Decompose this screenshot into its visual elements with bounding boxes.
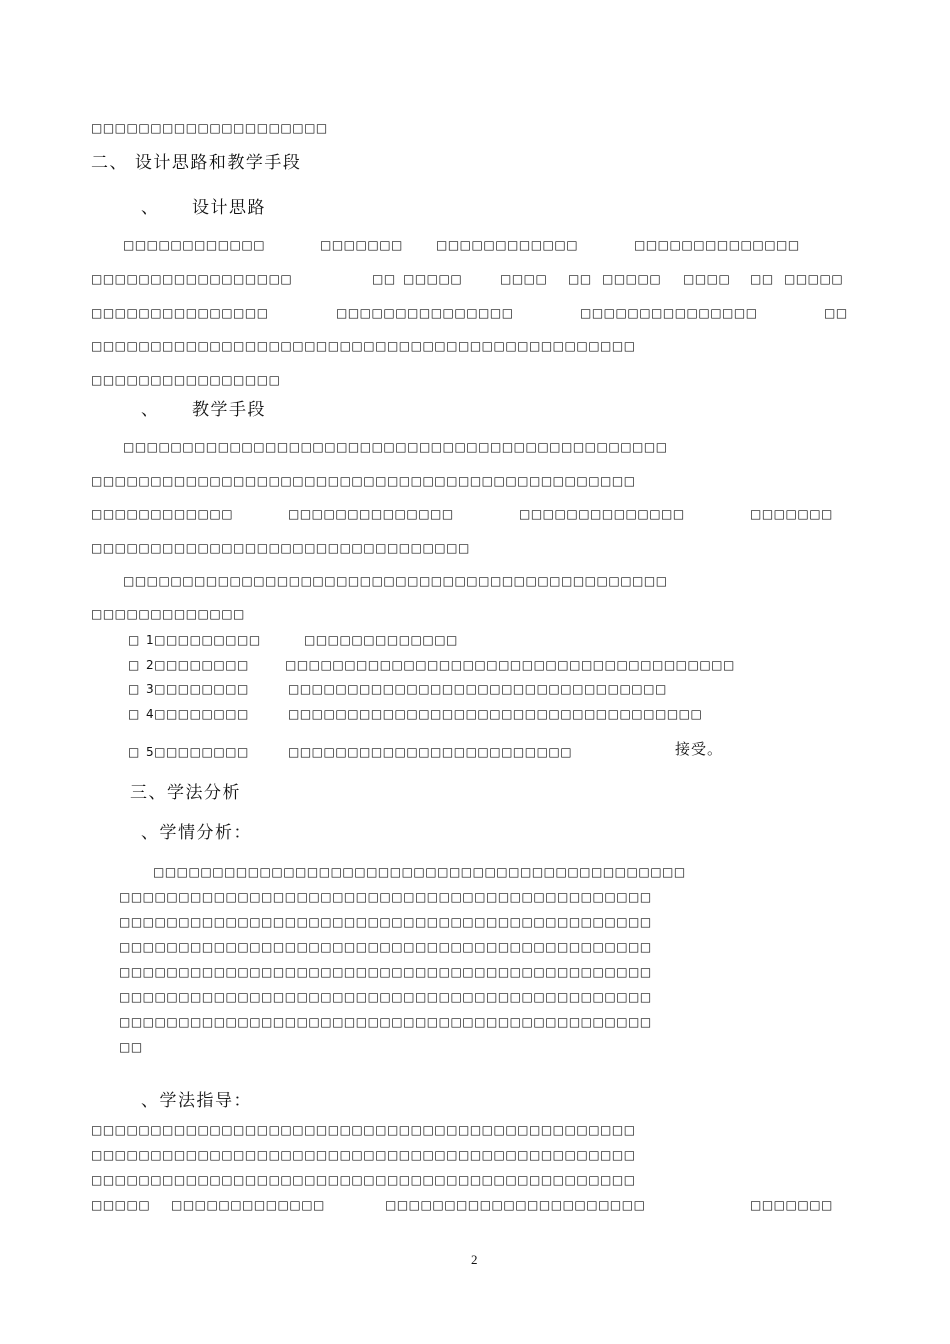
- list-bullet: □: [128, 682, 140, 696]
- means-line-2: □□□□□□□□□□□□□□□□□□□□□□□□□□□□□□□□□□□□□□□□□□□□□□: [91, 474, 636, 488]
- design-line-2h: □□: [750, 272, 774, 286]
- learner-line-7: □□□□□□□□□□□□□□□□□□□□□□□□□□□□□□□□□□□□□□□□□□□□□: [119, 1015, 652, 1029]
- list-text: □□□□□□□□□□□□□: [304, 633, 458, 647]
- guide-line-4a: □□□□□: [91, 1198, 151, 1212]
- list-text-end: 接受。: [675, 740, 724, 758]
- list-bullet: □: [128, 633, 140, 647]
- means-line-4: □□□□□□□□□□□□□□□□□□□□□□□□□□□□□□□□: [91, 541, 470, 555]
- design-line-3a: □□□□□□□□□□□□□□□: [91, 306, 269, 320]
- design-line-3b: □□□□□□□□□□□□□□□: [336, 306, 514, 320]
- design-line-2f: □□□□□: [602, 272, 662, 286]
- guide-line-4b: □□□□□□□□□□□□□: [171, 1198, 325, 1212]
- guide-line-2: □□□□□□□□□□□□□□□□□□□□□□□□□□□□□□□□□□□□□□□□□□□□□□: [91, 1148, 636, 1162]
- list-bullet: □: [128, 745, 140, 759]
- design-line-2d: □□□□: [500, 272, 548, 286]
- list-text: □□□□□□□□□□□□□□□□□□□□□□□□□□□□□□□□□□□: [288, 707, 703, 721]
- means-line-3d: □□□□□□□: [750, 507, 833, 521]
- design-line-1a: □□□□□□□□□□□□: [123, 238, 266, 252]
- list-bullet: □: [128, 658, 140, 672]
- learner-line-2: □□□□□□□□□□□□□□□□□□□□□□□□□□□□□□□□□□□□□□□□□□□□□: [119, 890, 652, 904]
- design-line-4: □□□□□□□□□□□□□□□□□□□□□□□□□□□□□□□□□□□□□□□□□□□□□□: [91, 339, 636, 353]
- learner-line-5: □□□□□□□□□□□□□□□□□□□□□□□□□□□□□□□□□□□□□□□□□□□□□: [119, 965, 652, 979]
- list-text: □□□□□□□□□□□□□□□□□□□□□□□□□□□□□□□□: [288, 682, 667, 696]
- subheading-marker: 、: [141, 400, 160, 420]
- guide-line-3: □□□□□□□□□□□□□□□□□□□□□□□□□□□□□□□□□□□□□□□□□□□□□□: [91, 1173, 636, 1187]
- list-text: □□□□□□□□□□□□□□□□□□□□□□□□□□□□□□□□□□□□□□: [285, 658, 735, 672]
- learner-line-4: □□□□□□□□□□□□□□□□□□□□□□□□□□□□□□□□□□□□□□□□□□□□□: [119, 940, 652, 954]
- section-heading-learning-analysis: 三、学法分析: [130, 783, 241, 803]
- list-number: 3□□□□□□□□: [146, 682, 249, 696]
- subheading-learner-analysis: 、学情分析：: [141, 823, 252, 843]
- means-line-3b: □□□□□□□□□□□□□□: [288, 507, 454, 521]
- design-line-2g: □□□□: [683, 272, 731, 286]
- guide-line-4d: □□□□□□□: [750, 1198, 833, 1212]
- subheading-teaching-means: 教学手段: [192, 400, 266, 420]
- guide-line-4c: □□□□□□□□□□□□□□□□□□□□□□: [385, 1198, 646, 1212]
- subheading-marker: 、: [141, 198, 160, 218]
- design-line-2c: □□□□□: [403, 272, 463, 286]
- list-number: 2□□□□□□□□: [146, 658, 249, 672]
- list-bullet: □: [128, 707, 140, 721]
- design-line-1d: □□□□□□□□□□□□□□: [634, 238, 800, 252]
- design-line-1c: □□□□□□□□□□□□: [436, 238, 579, 252]
- design-line-5: □□□□□□□□□□□□□□□□: [91, 373, 281, 387]
- design-line-1b: □□□□□□□: [320, 238, 403, 252]
- list-number: 4□□□□□□□□: [146, 707, 249, 721]
- design-line-2i: □□□□□: [784, 272, 844, 286]
- subheading-study-guidance: 、学法指导：: [141, 1091, 252, 1111]
- means-line-5: □□□□□□□□□□□□□□□□□□□□□□□□□□□□□□□□□□□□□□□□□□□□□□: [123, 574, 668, 588]
- design-line-2b: □□: [372, 272, 396, 286]
- section-heading-design-and-means: 二、 设计思路和教学手段: [91, 153, 302, 173]
- intro-line: □□□□□□□□□□□□□□□□□□□□: [91, 121, 328, 135]
- means-line-3a: □□□□□□□□□□□□: [91, 507, 234, 521]
- means-line-1: □□□□□□□□□□□□□□□□□□□□□□□□□□□□□□□□□□□□□□□□□□□□□□: [123, 440, 668, 454]
- guide-line-1: □□□□□□□□□□□□□□□□□□□□□□□□□□□□□□□□□□□□□□□□□□□□□□: [91, 1123, 636, 1137]
- list-text: □□□□□□□□□□□□□□□□□□□□□□□□: [288, 745, 573, 759]
- learner-line-3: □□□□□□□□□□□□□□□□□□□□□□□□□□□□□□□□□□□□□□□□□□□□□: [119, 915, 652, 929]
- list-number: 5□□□□□□□□: [146, 745, 249, 759]
- learner-line-1: □□□□□□□□□□□□□□□□□□□□□□□□□□□□□□□□□□□□□□□□□□□□□: [153, 865, 686, 879]
- learner-line-6: □□□□□□□□□□□□□□□□□□□□□□□□□□□□□□□□□□□□□□□□□□□□□: [119, 990, 652, 1004]
- means-line-6: □□□□□□□□□□□□□: [91, 607, 245, 621]
- design-line-3c: □□□□□□□□□□□□□□□: [580, 306, 758, 320]
- list-number: 1□□□□□□□□□: [146, 633, 261, 647]
- learner-line-8: □□: [119, 1040, 143, 1054]
- page-number: 2: [471, 1252, 478, 1267]
- subheading-design-idea: 设计思路: [192, 198, 266, 218]
- design-line-2a: □□□□□□□□□□□□□□□□□: [91, 272, 293, 286]
- design-line-2e: □□: [568, 272, 592, 286]
- means-line-3c: □□□□□□□□□□□□□□: [519, 507, 685, 521]
- design-line-3d: □□: [824, 306, 848, 320]
